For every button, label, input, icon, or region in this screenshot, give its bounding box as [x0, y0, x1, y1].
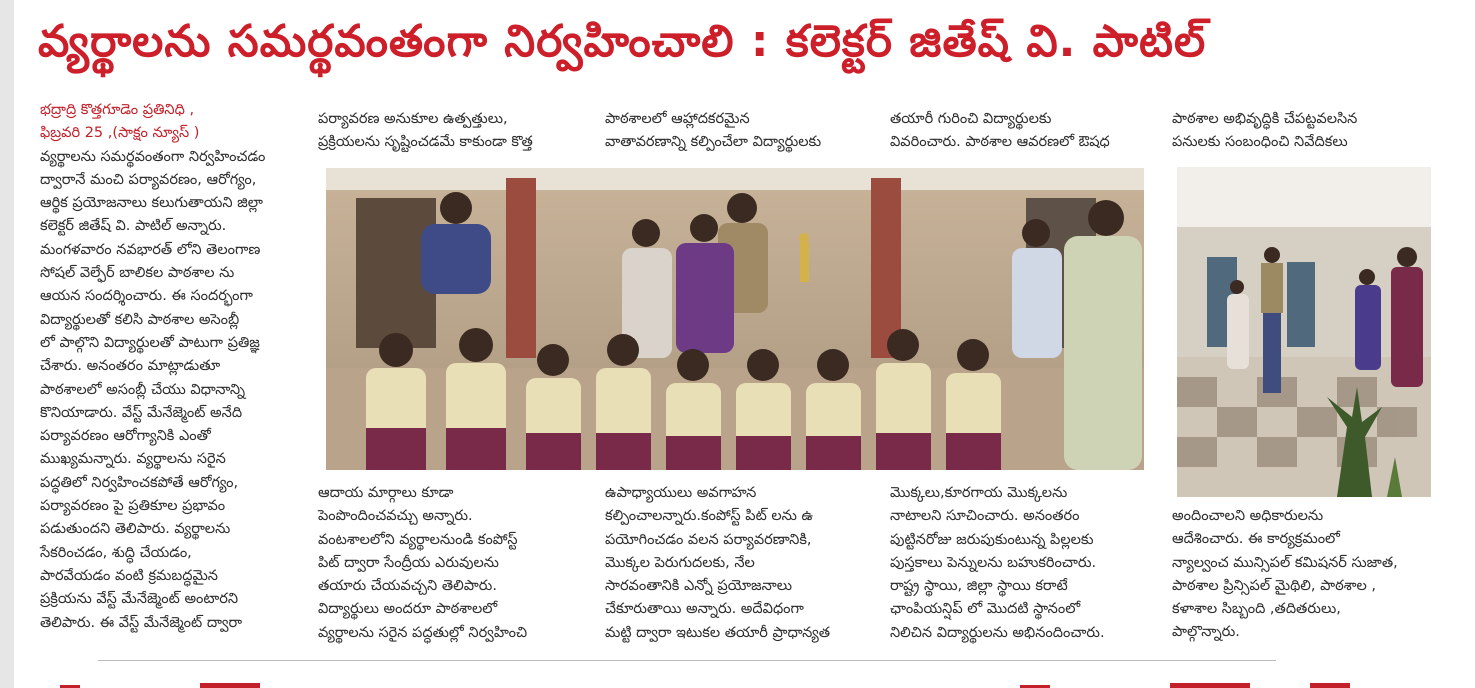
article-column-3-top — [605, 108, 821, 155]
text-line: పిట్ ద్వారా సేంద్రీయ ఎరువులను — [318, 554, 499, 571]
text-line: పాల్గొన్నారు. — [1172, 624, 1240, 641]
text-line: నాటాలని సూచించారు. అనంతరం — [890, 508, 1080, 525]
text-line: పారవేయడం వంటి క్రమబద్ధమైన — [40, 567, 218, 584]
text-line: మొక్కల పెరుగుదలకు, నేల — [605, 554, 755, 571]
text-line: పర్యావరణం ఆరోగ్యానికి ఎంతో — [40, 428, 211, 445]
text-line: అందించాలని అధికారులను — [1172, 508, 1324, 524]
text-line: కలెక్టర్ జితేష్ వి. పాటిల్ అన్నారు. — [40, 218, 227, 235]
text-line: సారవంతానికి ఎన్నో ప్రయోజనాలు — [605, 578, 792, 595]
assembly-photo — [1177, 167, 1431, 497]
text-line: తయారు చేయవచ్చని తెలిపారు. — [318, 578, 497, 595]
text-line: ఆదేశించారు. ఈ కార్యక్రమంలో — [1172, 531, 1340, 548]
text-line: ప్రక్రియను వేస్ట్ మేనేజ్మెంట్ అంటారని — [40, 591, 239, 608]
article-column-5-bottom — [1172, 505, 1398, 645]
text-line: ఉపాధ్యాయులు అవగాహన — [605, 485, 757, 501]
text-line: చేశారు. అనంతరం మాట్లాడుతూ — [40, 358, 221, 375]
text-line: పర్యావరణ అనుకూల ఉత్పత్తులు, — [318, 111, 508, 127]
article-column-3-bottom — [605, 482, 830, 645]
headline: వ్యర్థాలను సమర్థవంతంగా నిర్వహించాలి : కలెక్టర్ జితేష్ వి. పాటిల్ — [38, 16, 1207, 67]
bottom-rule — [98, 660, 1276, 661]
text-line: సోషల్ వెల్ఫేర్ బాలికల పాఠశాల ను — [40, 265, 235, 282]
text-line: న్యాల్వంచ మున్సిపల్ కమిషనర్ సుజాత, — [1172, 554, 1398, 571]
text-line: విద్యార్థులతో కలిసి పాఠశాల అసెంబ్లీ — [40, 311, 240, 328]
text-line: ఫిబ్రవరి 25 ,(సాక్షం న్యూస్ ) — [40, 125, 200, 142]
article-column-4-bottom — [890, 482, 1105, 645]
text-line: చేకూరుతాయి అన్నారు. అదేవిధంగా — [605, 601, 804, 618]
text-line: కళాశాల సిబ్బంది ,తదితరులు, — [1172, 601, 1341, 618]
article-column-2-bottom — [318, 482, 527, 645]
text-line: తయారీ గురించి విద్యార్థులకు — [890, 111, 1052, 127]
text-line: ప్రక్రియలను సృష్టించడమే కాకుండా కొత్త — [318, 134, 533, 151]
article-column-4-top — [890, 108, 1110, 155]
text-line: ఛాంపియన్షిప్ లో మొదటి స్థానంలో — [890, 601, 1081, 618]
article-column-5-top — [1172, 108, 1357, 155]
next-article-fragment-right — [1020, 676, 1360, 688]
article-column-1 — [40, 99, 308, 635]
text-line: కల్పించాలన్నారు.కంపోస్ట్ పిట్ లను ఉ — [605, 508, 814, 525]
text-line: పుట్టినరోజు జరుపుకుంటున్న పిల్లలకు — [890, 531, 1094, 548]
text-line: వ్యర్థాలను సమర్థవంతంగా నిర్వహించడం — [40, 148, 266, 165]
text-line: పద్ధతిలో నిర్వహించకపోతే ఆరోగ్యం, — [40, 474, 239, 491]
text-line: కొనియాడారు. వేస్ట్ మేనేజ్మెంట్ అనేది — [40, 404, 243, 421]
text-line: పర్యావరణం పై ప్రతికూల ప్రభావం — [40, 498, 226, 515]
next-article-fragment-left — [60, 676, 300, 688]
text-line: రాష్ట్ర స్థాయి, జిల్లా స్థాయి కరాటే — [890, 578, 1068, 595]
text-line: వంటశాలలోని వ్యర్థాలనుండి కంపోస్ట్ — [318, 531, 518, 548]
text-line: లో పాల్గొని విద్యార్థులతో పాటుగా ప్రతిజ్ఞ — [40, 334, 260, 351]
page-margin-strip — [0, 0, 14, 688]
text-line: వాతావరణాన్ని కల్పించేలా విద్యార్థులకు — [605, 134, 822, 151]
text-line: మొక్కలు,కూరగాయ మొక్కలను — [890, 485, 1068, 501]
text-line: పాఠశాల అభివృద్ధికి చేపట్టవలసిన — [1172, 111, 1358, 127]
text-line: మట్టి ద్వారా ఇటుకల తయారీ ప్రాధాన్యత — [605, 624, 831, 641]
group-photo — [326, 168, 1144, 470]
text-line: నిలిచిన విద్యార్థులను అభినందించారు. — [890, 624, 1105, 641]
article-column-2-top — [318, 108, 533, 155]
text-line: భద్రాద్రి కొత్తగూడెం ప్రతినిధి , — [40, 102, 195, 118]
text-line: పాఠశాల ప్రిన్సిపల్ మైథిలి, పాఠశాల , — [1172, 577, 1376, 594]
text-line: ఆర్థిక ప్రయోజనాలు కలుగుతాయని జిల్లా — [40, 195, 263, 212]
text-line: వ్యర్థాలను సరైన పద్ధతుల్లో నిర్వహించి — [318, 624, 528, 641]
text-line: ముఖ్యమన్నారు. వ్యర్థాలను సరైన — [40, 451, 226, 468]
text-line: పాఠశాలలో ఆహ్లాదకరమైన — [605, 111, 750, 127]
text-line: పాఠశాలలో అసంబ్లీ చేయు విధానాన్ని — [40, 381, 246, 398]
text-line: విద్యార్థులు అందరూ పాఠశాలలో — [318, 601, 498, 618]
text-line: తెలిపారు. ఈ వేస్ట్ మేనేజ్మెంట్ ద్వారా — [40, 614, 243, 631]
text-line: ఆయన సందర్శించారు. ఈ సందర్భంగా — [40, 288, 253, 305]
text-line: పడుతుందని తెలిపారు. వ్యర్థాలను — [40, 521, 231, 538]
text-line: సేకరించడం, శుద్ధి చేయడం, — [40, 544, 192, 561]
text-line: పెంపొందించవచ్చు అన్నారు. — [318, 508, 473, 525]
text-line: పనులకు సంబంధించి నివేదికలు — [1172, 134, 1348, 151]
text-line: ఆదాయ మార్గాలు కూడా — [318, 485, 454, 501]
text-line: పయోగించడం వలన పర్యావరణానికి, — [605, 531, 812, 548]
text-line: పుస్తకాలు పెన్నులను బహుకరించారు. — [890, 554, 1097, 571]
text-line: మంగళవారం నవభారత్ లోని తెలంగాణ — [40, 241, 261, 258]
text-line: వివరించారు. పాఠశాల ఆవరణలో ఔషధ — [890, 134, 1110, 151]
text-line: ద్వారానే మంచి పర్యావరణం, ఆరోగ్యం, — [40, 171, 257, 188]
